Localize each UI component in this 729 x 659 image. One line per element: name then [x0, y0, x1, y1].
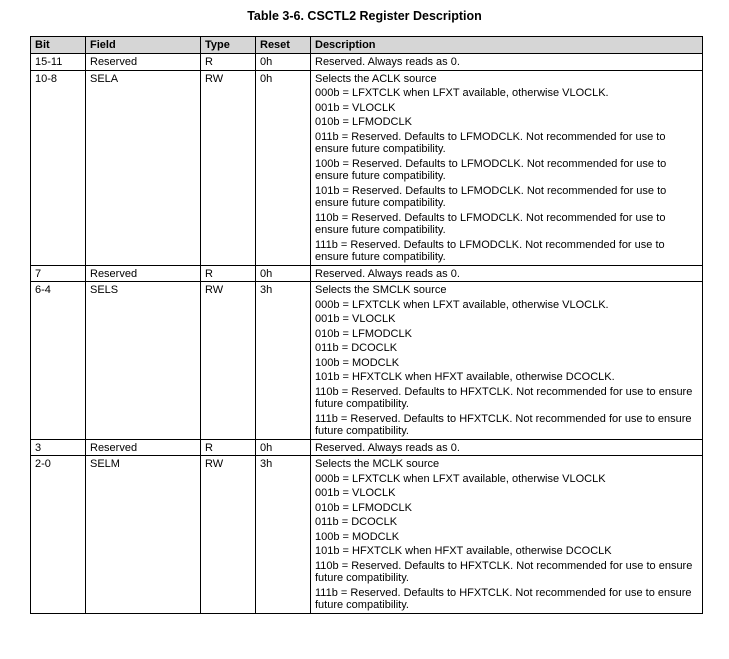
description-cell [311, 54, 703, 71]
register-description-table [30, 36, 703, 614]
table-header-row [31, 37, 703, 54]
bit-cell: 10-8 [31, 70, 86, 265]
description-cell [311, 282, 703, 440]
description-line: 001b = VLOCLK [315, 101, 396, 114]
description-line: 101b = HFXTCLK when HFXT available, otherwise DCOCLK. [315, 371, 615, 383]
description-line: 100b = Reserved. Defaults to LFMODCLK. Not recommended for use to ensure future compatibility. [315, 157, 667, 182]
description-line: 000b = LFXTCLK when LFXT available, otherwise VLOCLK. [315, 298, 609, 311]
table-row-bit-7 [31, 265, 703, 282]
bit-cell: 2-0 [31, 456, 86, 614]
reset-cell: 0h [256, 439, 311, 456]
description-line: 010b = LFMODCLK [315, 116, 412, 128]
table-row-bits-6-4 [31, 282, 703, 440]
description-line: 111b = Reserved. Defaults to HFXTCLK. Not recommended for use to ensure future compatibility. [315, 586, 692, 611]
bit-cell: 6-4 [31, 282, 86, 440]
field-cell: SELA [86, 70, 201, 265]
bit-cell: 15-11 [31, 54, 86, 71]
description-line: 110b = Reserved. Defaults to HFXTCLK. Not recommended for use to ensure future compatibility. [315, 385, 693, 410]
reset-cell: 0h [256, 54, 311, 71]
column-header-field: Field [86, 37, 201, 54]
table-row-bit-3 [31, 439, 703, 456]
column-header-bit: Bit [31, 37, 86, 54]
field-cell: SELS [86, 282, 201, 440]
field-cell: Reserved [86, 439, 201, 456]
type-cell: R [201, 265, 256, 282]
description-line: 111b = Reserved. Defaults to LFMODCLK. Not recommended for use to ensure future compatibility. [315, 238, 665, 263]
description-line: 011b = Reserved. Defaults to LFMODCLK. Not recommended for use to ensure future compatibility. [315, 130, 666, 155]
table-row-bits-15-11 [31, 54, 703, 71]
description-cell [311, 70, 703, 265]
description-line: 110b = Reserved. Defaults to LFMODCLK. Not recommended for use to ensure future compatibility. [315, 211, 666, 236]
column-header-type: Type [201, 37, 256, 54]
description-line: Selects the MCLK source [315, 458, 440, 470]
reset-cell: 0h [256, 70, 311, 265]
field-cell: Reserved [86, 54, 201, 71]
reset-cell: 3h [256, 282, 311, 440]
column-header-description: Description [311, 37, 703, 54]
bit-cell: 3 [31, 439, 86, 456]
description-line: 100b = MODCLK [315, 356, 400, 369]
type-cell: RW [201, 282, 256, 440]
description-line: 111b = Reserved. Defaults to HFXTCLK. Not recommended for use to ensure future compatibility. [315, 412, 692, 437]
description-line: 001b = VLOCLK [315, 313, 396, 325]
description-line: Selects the SMCLK source [315, 284, 447, 296]
column-header-reset: Reset [256, 37, 311, 54]
reset-cell: 0h [256, 265, 311, 282]
table-row-bits-10-8 [31, 70, 703, 265]
description-line: 010b = LFMODCLK [315, 327, 412, 340]
field-cell: Reserved [86, 265, 201, 282]
field-cell: SELM [86, 456, 201, 614]
type-cell: RW [201, 456, 256, 614]
type-cell: RW [201, 70, 256, 265]
description-line: 110b = Reserved. Defaults to HFXTCLK. Not recommended for use to ensure future compatibility. [315, 559, 693, 584]
description-line: Selects the ACLK source [315, 72, 437, 85]
description-line: 001b = VLOCLK [315, 487, 396, 499]
description-line: 000b = LFXTCLK when LFXT available, otherwise VLOCLK [315, 472, 606, 485]
description-line: 011b = DCOCLK [315, 342, 398, 354]
type-cell: R [201, 54, 256, 71]
description-line: 101b = HFXTCLK when HFXT available, otherwise DCOCLK [315, 545, 612, 557]
description-line: Reserved. Always reads as 0. [315, 56, 460, 68]
type-cell: R [201, 439, 256, 456]
description-line: 000b = LFXTCLK when LFXT available, otherwise VLOCLK. [315, 87, 609, 99]
description-line: Reserved. Always reads as 0. [315, 267, 460, 280]
table-title: Table 3-6. CSCTL2 Register Description [247, 9, 482, 23]
description-line: 010b = LFMODCLK [315, 501, 412, 514]
description-line: 100b = MODCLK [315, 530, 400, 543]
description-cell [311, 439, 703, 456]
table-row-bits-2-0 [31, 456, 703, 614]
description-line: 011b = DCOCLK [315, 516, 398, 528]
reset-cell: 3h [256, 456, 311, 614]
description-line: 101b = Reserved. Defaults to LFMODCLK. Not recommended for use to ensure future compatibility. [315, 184, 667, 209]
description-line: Reserved. Always reads as 0. [315, 441, 460, 454]
bit-cell: 7 [31, 265, 86, 282]
description-cell [311, 265, 703, 282]
description-cell [311, 456, 703, 614]
